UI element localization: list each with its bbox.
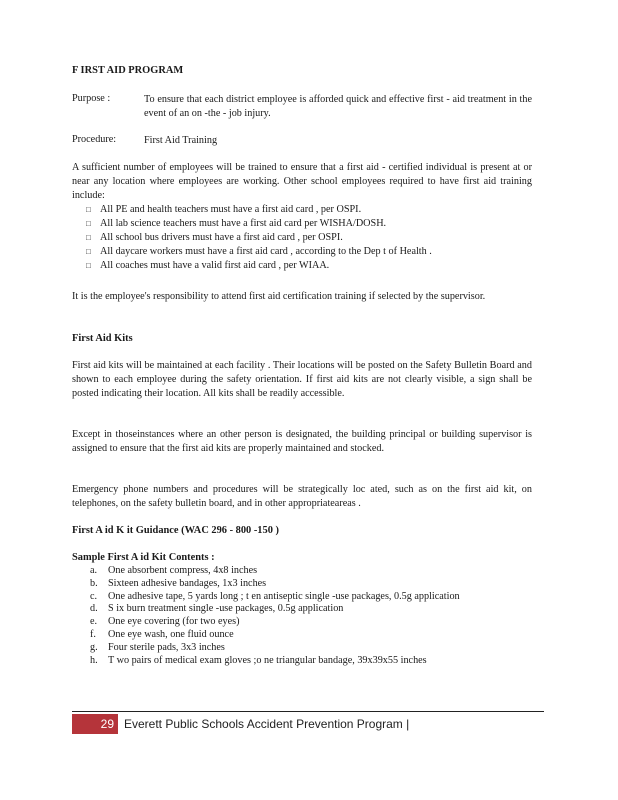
list-item [72,217,532,231]
responsibility-paragraph: It is the employee's responsibility to attend first aid certification training if selected by the supervisor. [72,291,486,302]
list-item-text: Sixteen adhesive bandages, 1x3 inches [108,577,267,589]
checkbox-bullet-icon: □ [86,261,91,270]
purpose-text: To ensure that each district employee is afforded quick and effective first - aid treatment in the event of an on -the - job injury. [144,94,532,119]
list-item [72,616,532,629]
list-item-letter: g. [90,641,98,653]
list-item-text: All lab science teachers must have a first aid card per WISHA/DOSH. [100,218,387,229]
list-item-letter: a. [90,565,98,576]
list-item-text: One adhesive tape, 5 yards long ; t en antiseptic single -use packages, 0.5g application [108,590,460,602]
checkbox-bullet-icon: □ [86,205,91,214]
list-item [72,603,532,616]
procedure-text: First Aid Training [144,135,218,146]
list-item [72,231,532,245]
list-item-letter: b. [90,577,98,589]
list-item-text: All coaches must have a valid first aid card , per WIAA. [100,260,330,271]
list-item [72,245,532,259]
list-item-letter: e. [90,616,98,628]
list-item-letter: c. [90,590,98,602]
list-item-letter: d. [90,603,98,615]
list-item [72,591,532,604]
list-item [72,629,532,642]
procedure-label: Procedure: [72,134,117,145]
list-item [72,642,532,655]
guidance-heading: First A id K it Guidance (WAC 296 - 800 -150 ) [72,525,279,536]
page-number: 29 [72,714,118,734]
list-item-letter: f. [90,628,96,640]
kits-paragraph-1: First aid kits will be maintained at each facility . Their locations will be posted on the Safety Bulletin Board and shown to each employee during the safety orientation. If first aid kits are not clearly visible, a sign shall be posted indicating their location. All kits shall be readily accessible. [72,360,532,399]
list-item [72,203,532,217]
training-requirements-list [72,203,532,273]
purpose-label: Purpose : [72,93,111,104]
list-item-text: All daycare workers must have a first aid card , according to the Dep t of Health . [100,246,432,257]
list-item [72,578,532,591]
list-item-letter: h. [90,654,98,666]
footer-title: Everett Public Schools Accident Prevention Program | [124,717,410,731]
list-item-text: T wo pairs of medical exam gloves ;o ne triangular bandage, 39x39x55 inches [108,654,427,666]
page-title: F IRST AID PROGRAM [72,65,184,76]
list-item-text: All school bus drivers must have a first aid card , per OSPI. [100,232,343,243]
first-aid-kits-heading: First Aid Kits [72,333,133,344]
footer-divider [72,711,544,712]
list-item-text: One eye covering (for two eyes) [108,616,240,628]
list-item [72,655,532,668]
training-paragraph: A sufficient number of employees will be trained to ensure that a first aid - certified individual is present at or near any location where employees are working. Other school employees required to have first aid training include: [72,162,532,201]
kits-paragraph-3: Emergency phone numbers and procedures will be strategically loc ated, such as on the first aid kit, on telephones, on the safety bulletin board, and in other appropriateareas . [72,484,532,509]
kit-contents-list [72,565,532,667]
kits-paragraph-2: Except in thoseinstances where an other person is designated, the building principal or building supervisor is assigned to ensure that the first aid kits are properly maintained and stocked. [72,429,532,454]
checkbox-bullet-icon: □ [86,233,91,242]
list-item-text: One absorbent compress, 4x8 inches [108,565,258,576]
list-item-text: Four sterile pads, 3x3 inches [108,641,225,653]
list-item [72,565,532,578]
sample-contents-heading: Sample First A id Kit Contents : [72,552,215,563]
list-item-text: All PE and health teachers must have a first aid card , per OSPI. [100,204,362,215]
list-item [72,259,532,273]
checkbox-bullet-icon: □ [86,247,91,256]
list-item-text: S ix burn treatment single -use packages, 0.5g application [108,603,344,615]
checkbox-bullet-icon: □ [86,219,91,228]
list-item-text: One eye wash, one fluid ounce [108,628,234,640]
